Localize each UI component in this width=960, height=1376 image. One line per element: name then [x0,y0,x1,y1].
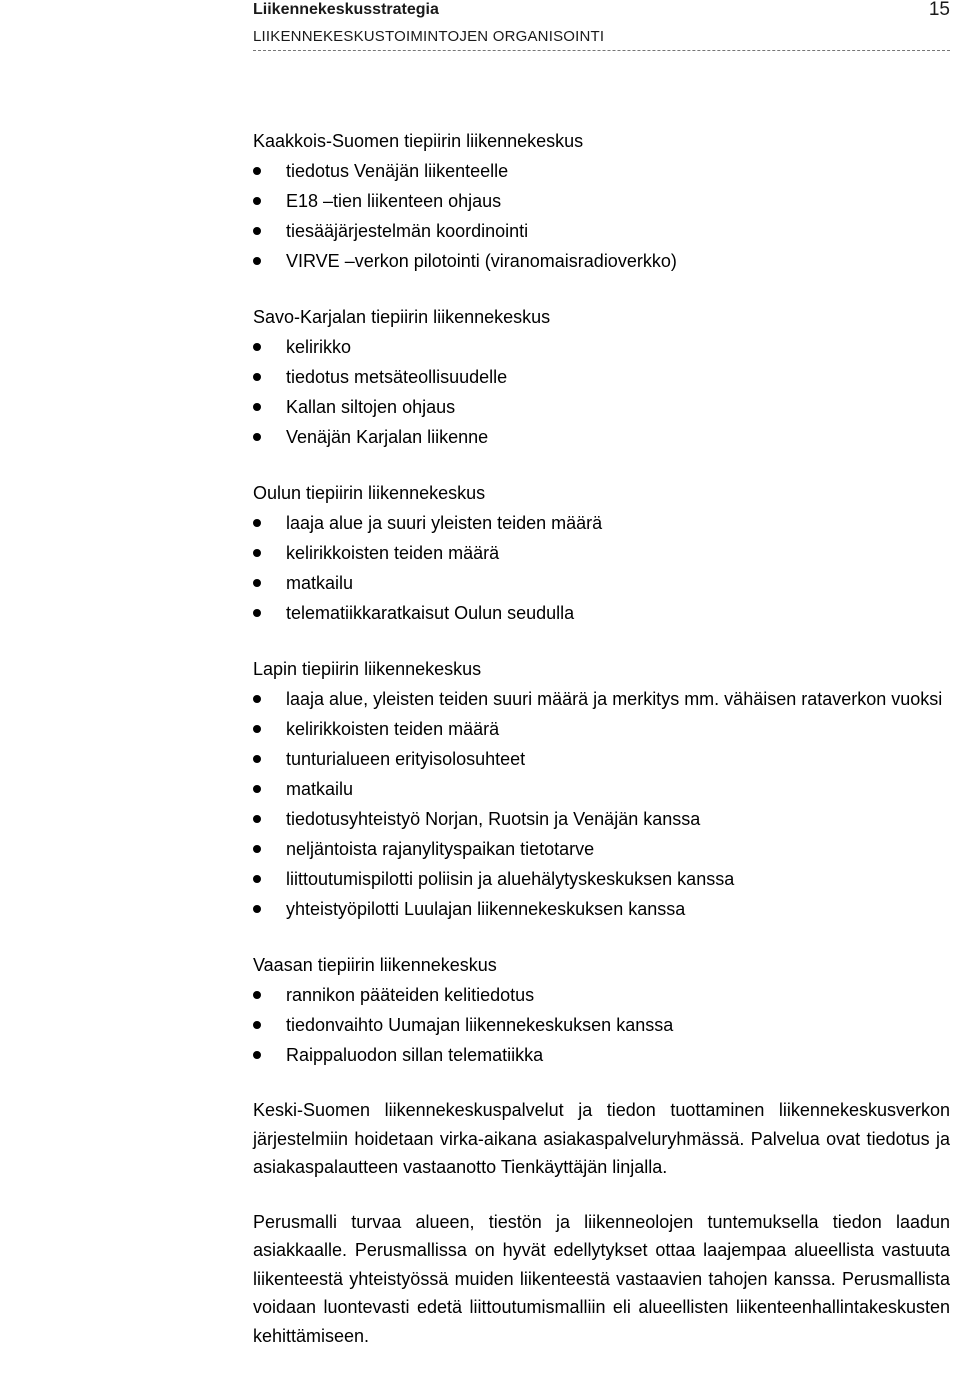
list-item: Raippaluodon sillan telematiikka [253,1040,950,1070]
section-heading: Oulun tiepiirin liikennekeskus [253,483,486,503]
list-item: tiesääjärjestelmän koordinointi [253,216,950,246]
list-item: tiedotus metsäteollisuudelle [253,362,950,392]
list-item: yhteistyöpilotti Luulajan liikennekeskuksen kanssa [253,894,950,924]
section-oulun [253,478,950,628]
list-item: kelirikkoisten teiden määrä [253,714,950,744]
bullet-list [253,684,950,924]
list-item: laaja alue, yleisten teiden suuri määrä ja merkitys mm. vähäisen rataverkon vuoksi [253,684,950,714]
list-item: tiedonvaihto Uumajan liikennekeskuksen kanssa [253,1010,950,1040]
section-heading: Vaasan tiepiirin liikennekeskus [253,955,497,975]
section-heading: Lapin tiepiirin liikennekeskus [253,659,482,679]
list-item: kelirikko [253,332,950,362]
paragraph-perusmalli: Perusmalli turvaa alueen, tiestön ja liikenneolojen tuntemuksella tiedon laadun asiakkaalle. Perusmallissa on hyvät edellytykset ottaa laajempaa alueellista vastuuta liikenteestä yhteistyössä muiden liikenteestä vastaavien tahojen kanssa. Perusmallista voidaan luontevasti edetä liittoutumismalliin eli alueellisten liikenteenhallintakeskusten kehittämiseen. [253,1211,950,1346]
bullet-list [253,332,950,452]
section-heading: Savo-Karjalan tiepiirin liikennekeskus [253,307,551,327]
paragraph-keski-suomi: Keski-Suomen liikennekeskuspalvelut ja tiedon tuottaminen liikennekeskusverkon järjestelmiin hoidetaan virka-aikana asiakaspalveluryhmässä. Palvelua ovat tiedotus ja asiakaspalautteen vastaanotto Tienkäyttäjän linjalla. [253,1100,950,1177]
list-item: neljäntoista rajanylityspaikan tietotarve [253,834,950,864]
chapter-title: LIIKENNEKESKUSTOIMINTOJEN ORGANISOINTI [253,28,605,45]
list-item: tunturialueen erityisolosuhteet [253,744,950,774]
list-item: laaja alue ja suuri yleisten teiden määrä [253,508,950,538]
section-heading: Kaakkois-Suomen tiepiirin liikennekeskus [253,131,584,151]
section-savo-karjalan [253,302,950,452]
list-item: Venäjän Karjalan liikenne [253,422,950,452]
list-item: tiedotus Venäjän liikenteelle [253,156,950,186]
list-item: kelirikkoisten teiden määrä [253,538,950,568]
list-item: liittoutumispilotti poliisin ja aluehälytyskeskuksen kanssa [253,864,950,894]
list-item: E18 –tien liikenteen ohjaus [253,186,950,216]
page-body [253,126,950,1376]
list-item: telematiikkaratkaisut Oulun seudulla [253,598,950,628]
list-item: rannikon pääteiden kelitiedotus [253,980,950,1010]
bullet-list [253,508,950,628]
page-number: 15 [928,0,950,20]
section-kaakkois-suomen [253,126,950,276]
list-item: Kallan siltojen ohjaus [253,392,950,422]
header-divider [253,50,950,51]
bullet-list [253,156,950,276]
section-vaasan [253,950,950,1070]
bullet-list [253,980,950,1070]
list-item: matkailu [253,774,950,804]
list-item: matkailu [253,568,950,598]
list-item: VIRVE –verkon pilotointi (viranomaisradioverkko) [253,246,950,276]
document-title: Liikennekeskusstrategia [253,1,439,18]
section-lapin [253,654,950,924]
list-item: tiedotusyhteistyö Norjan, Ruotsin ja Venäjän kanssa [253,804,950,834]
